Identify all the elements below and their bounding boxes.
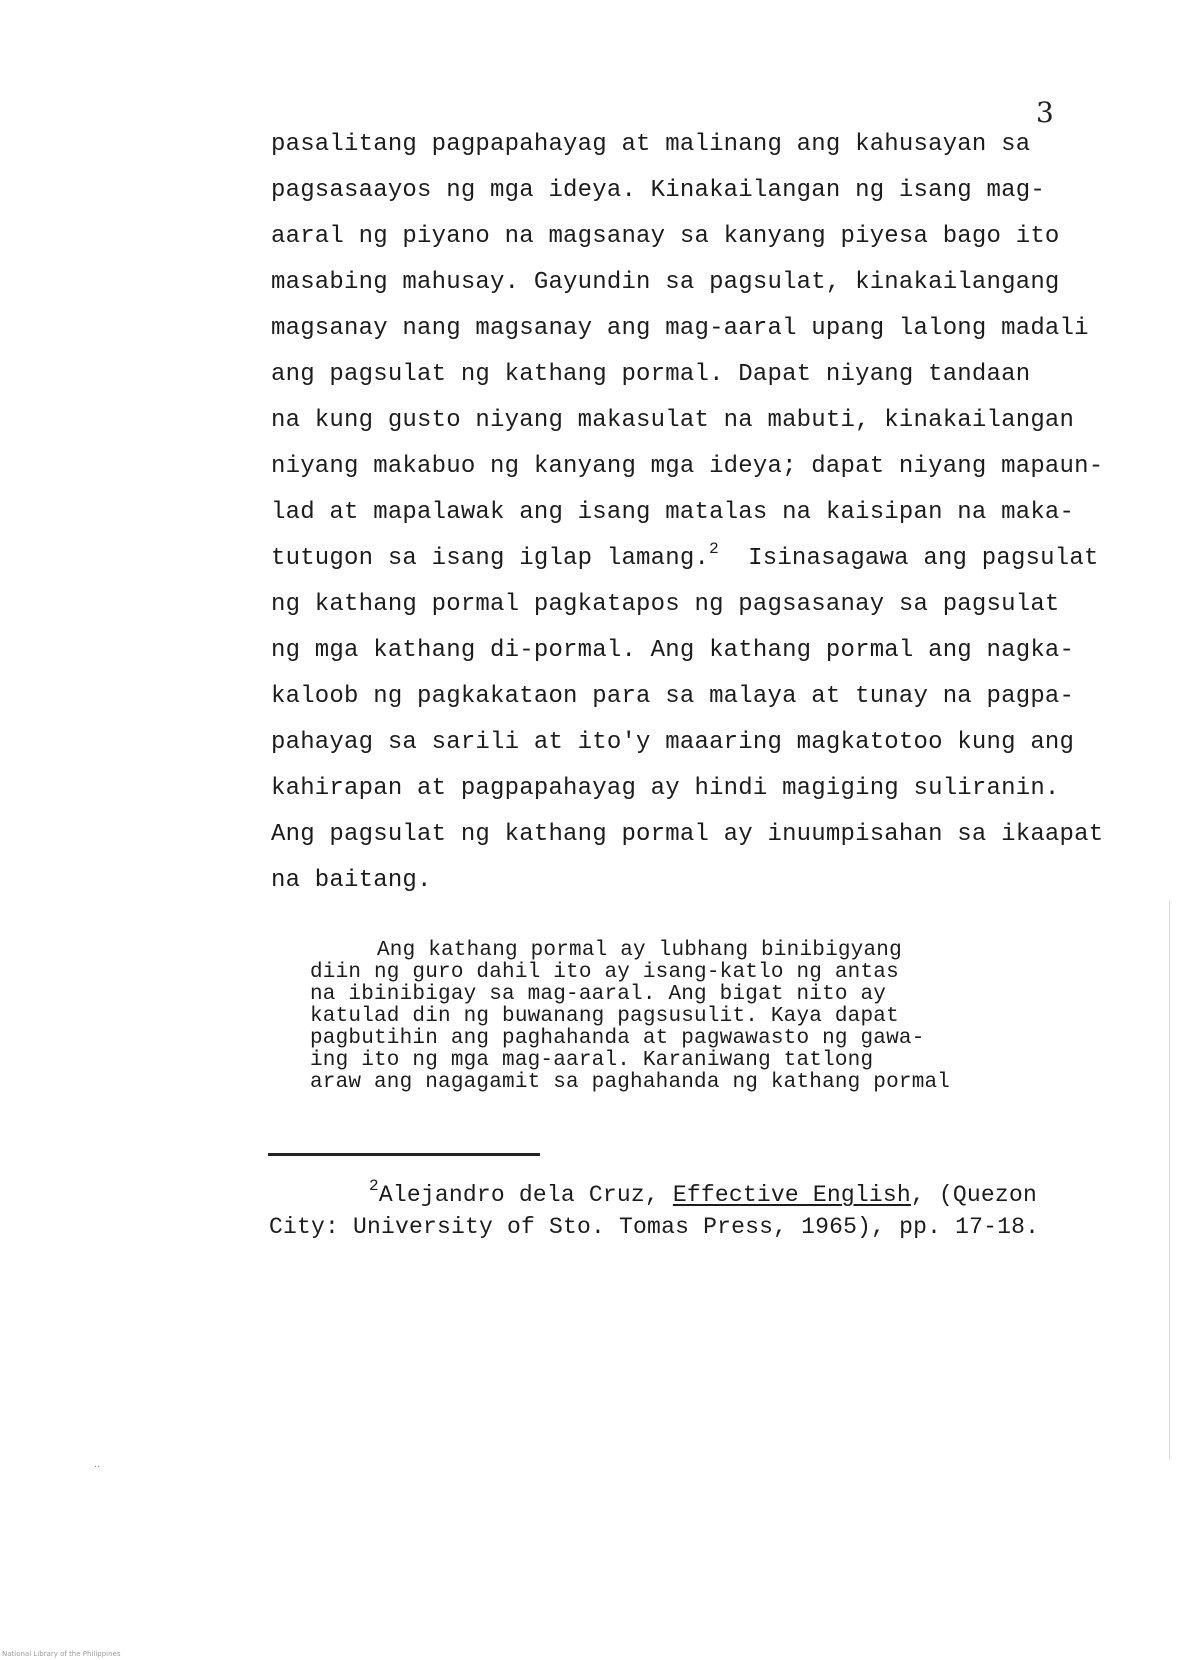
body-line: niyang makabuo ng kanyang mga ideya; dapat niyang mapaun-	[271, 453, 1104, 480]
archive-mark: National Library of the Philippines	[2, 1650, 121, 1658]
body-line: pasalitang pagpapahayag at malinang ang kahusayan sa	[271, 131, 1031, 158]
body-line: pagsasaayos ng mga ideya. Kinakailangan ng isang mag-	[271, 177, 1045, 204]
body-line: ang pagsulat ng kathang pormal. Dapat niyang tandaan	[271, 361, 1031, 388]
body-line: kaloob ng pagkakataon para sa malaya at tunay na pagpa-	[271, 683, 1075, 710]
scan-edge	[1169, 900, 1170, 1460]
body-line: Ang pagsulat ng kathang pormal ay inuumpisahan sa ikaapat	[271, 821, 1104, 848]
body-line: magsanay nang magsanay ang mag-aaral upang lalong madali	[271, 315, 1089, 342]
footnote-after-title: , (Quezon	[910, 1182, 1037, 1208]
body-line: na baitang.	[271, 867, 432, 894]
quote-line: ing ito ng mga mag-aaral. Karaniwang tatlong	[310, 1049, 874, 1072]
body-line: lad at mapalawak ang isang matalas na kaisipan na maka-	[271, 499, 1075, 526]
quote-line: katulad din ng buwanang pagsusulit. Kaya dapat	[310, 1005, 899, 1028]
body-line: ng kathang pormal pagkatapos ng pagsasanay sa pagsulat	[271, 591, 1060, 618]
quote-line: na ibinibigay sa mag-aaral. Ang bigat nito ay	[310, 983, 887, 1006]
footnote-author: Alejandro dela Cruz,	[378, 1182, 673, 1208]
footnote-title: Effective English	[672, 1182, 911, 1208]
footnote-line: City: University of Sto. Tomas Press, 1965), pp. 17-18.	[269, 1214, 1040, 1240]
scan-speck: ··	[94, 1462, 101, 1473]
body-line-with-footnote	[271, 540, 1099, 574]
body-line: na kung gusto niyang makasulat na mabuti, kinakailangan	[271, 407, 1075, 434]
quote-line: pagbutihin ang paghahanda at pagwawasto ng gawa-	[310, 1027, 925, 1050]
quote-line: diin ng guro dahil ito ay isang-katlo ng antas	[310, 961, 899, 984]
body-line-text: tutugon sa isang iglap lamang.	[271, 545, 710, 572]
page-number: 3	[1036, 96, 1054, 129]
body-line: ng mga kathang di-pormal. Ang kathang pormal ang nagka-	[271, 637, 1075, 664]
body-line: kahirapan at pagpapahayag ay hindi magiging suliranin.	[271, 775, 1060, 802]
body-line: pahayag sa sarili at ito'y maaaring magkatotoo kung ang	[271, 729, 1075, 756]
footnote-separator	[268, 1153, 540, 1156]
body-line: aaral ng piyano na magsanay sa kanyang piyesa bago ito	[271, 223, 1060, 250]
body-line: masabing mahusay. Gayundin sa pagsulat, kinakailangang	[271, 269, 1060, 296]
body-line-continuation: Isinasagawa ang pagsulat	[748, 545, 1099, 572]
footnote-marker: 2	[369, 1177, 379, 1196]
footnote-line	[369, 1177, 1037, 1208]
quote-line: araw ang nagagamit sa paghahanda ng kathang pormal	[310, 1071, 951, 1094]
quote-line: Ang kathang pormal ay lubhang binibigyang	[377, 939, 902, 962]
footnote-reference: 2	[709, 540, 719, 558]
